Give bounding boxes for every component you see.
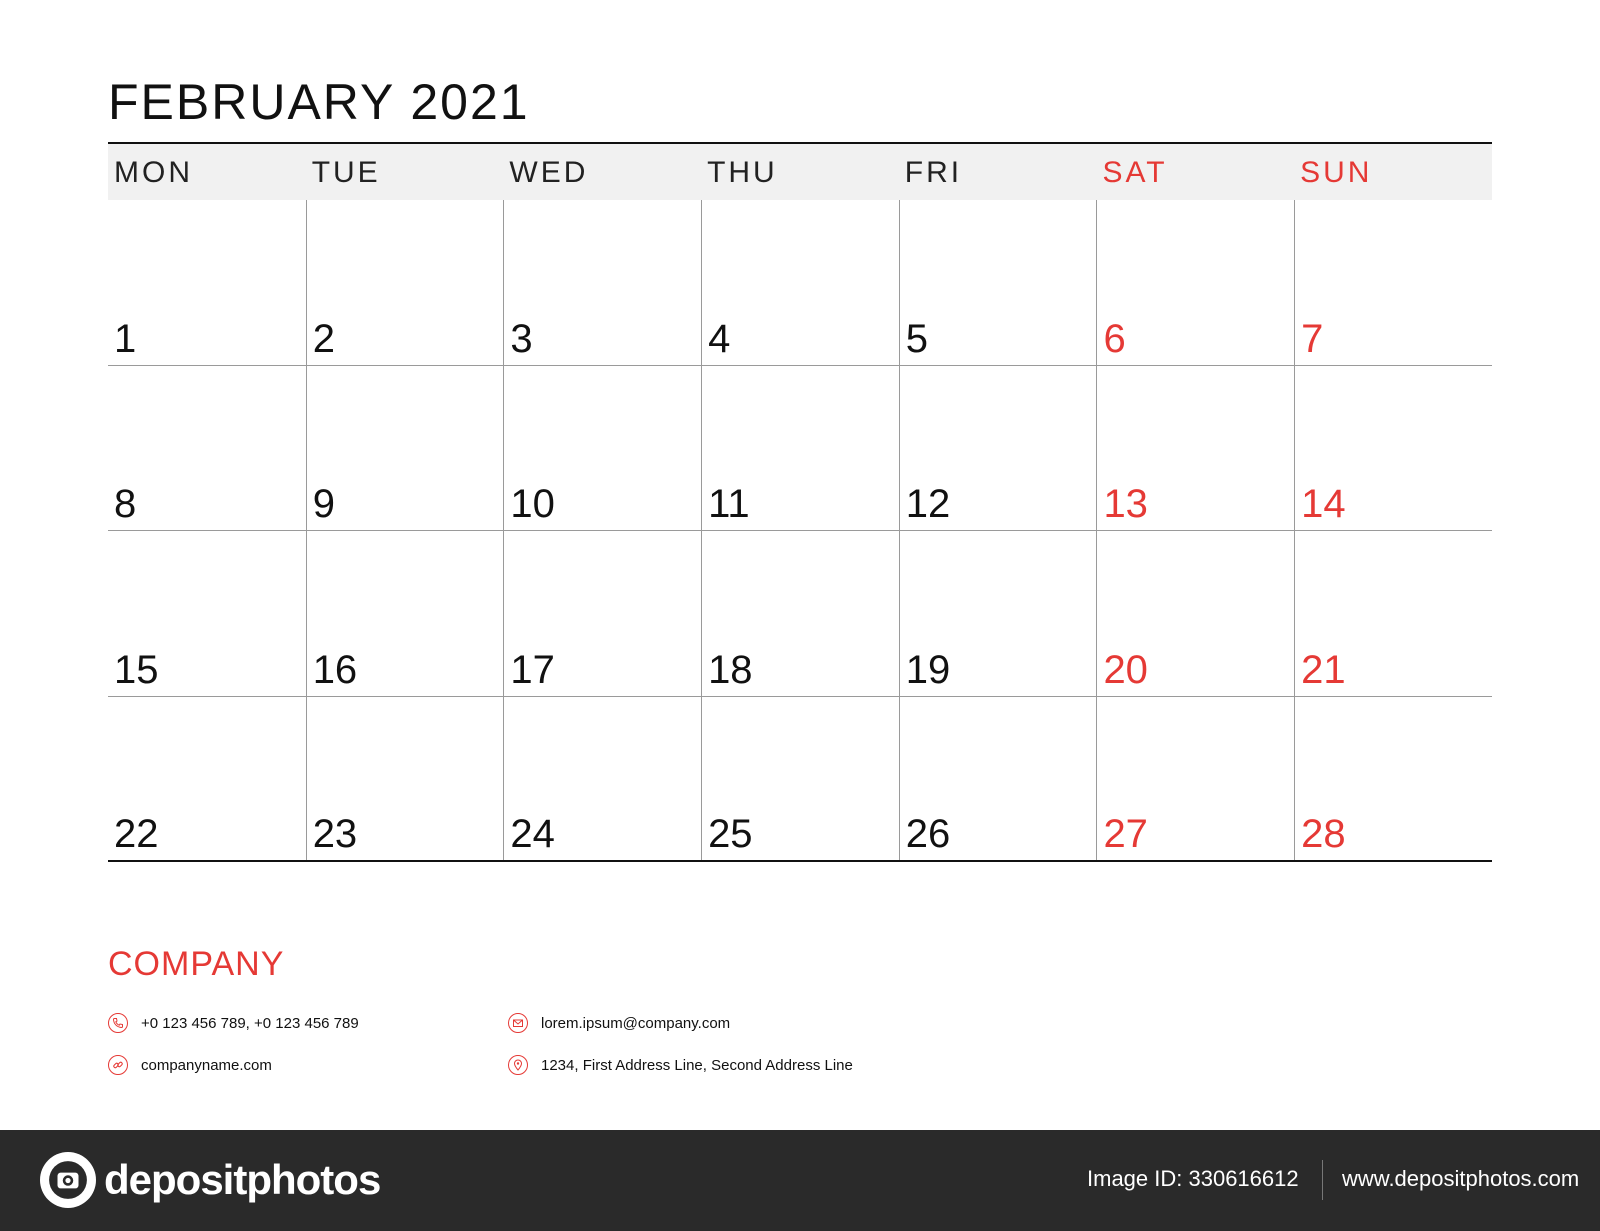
footer-divider: [1322, 1160, 1323, 1200]
day-number: 10: [510, 482, 555, 526]
day-cell: [503, 200, 701, 365]
day-number: 21: [1301, 647, 1346, 692]
brand-name: depositphotos: [104, 1156, 381, 1203]
address-contact: [508, 1055, 853, 1075]
stock-footer-bar: [0, 1130, 1600, 1231]
day-number: 28: [1301, 812, 1346, 856]
image-id: Image ID: 330616612: [1087, 1166, 1299, 1191]
weekday-label: SUN: [1300, 156, 1373, 189]
day-number: 4: [708, 316, 731, 361]
day-number: 1: [114, 316, 137, 361]
day-number: 16: [312, 647, 358, 692]
calendar-grid: [108, 142, 1492, 862]
day-cell: [108, 531, 306, 696]
day-cell: [306, 531, 504, 696]
day-cell: [701, 200, 899, 365]
link-icon: [108, 1055, 128, 1075]
week-row: [108, 200, 1492, 366]
day-cell: [1096, 531, 1294, 696]
phone-contact: [108, 1013, 359, 1033]
day-cell: [1294, 200, 1492, 365]
mail-icon: [508, 1013, 528, 1033]
weekday-label: TUE: [311, 156, 381, 189]
email-text[interactable]: lorem.ipsum@company.com: [541, 1014, 731, 1032]
day-cell: [1096, 366, 1294, 531]
day-cell: [1294, 697, 1492, 861]
day-number: 5: [905, 316, 928, 361]
day-number: 24: [510, 812, 555, 856]
day-cell: [899, 366, 1097, 531]
day-number: 17: [510, 647, 555, 692]
week-row: [108, 697, 1492, 863]
day-number: 20: [1103, 647, 1148, 692]
address-text: 1234, First Address Line, Second Address Line: [541, 1056, 853, 1074]
day-number: 9: [312, 482, 335, 526]
day-number: 12: [905, 482, 951, 526]
day-cell: [503, 697, 701, 861]
weekday-label: WED: [509, 156, 589, 189]
day-cell: [306, 697, 504, 861]
day-number: 13: [1103, 482, 1148, 526]
day-cell: [899, 531, 1097, 696]
phone-text: +0 123 456 789, +0 123 456 789: [141, 1014, 359, 1032]
email-contact: [508, 1013, 730, 1033]
day-cell: [1096, 697, 1294, 861]
day-number: 26: [905, 812, 951, 856]
brand-logo-group: [40, 1152, 380, 1208]
day-cell: [899, 200, 1097, 365]
day-cell: [108, 366, 306, 531]
day-cell: [306, 200, 504, 365]
day-number: 19: [905, 647, 951, 692]
phone-icon: [108, 1013, 128, 1033]
website-contact: [108, 1055, 272, 1075]
week-row: [108, 531, 1492, 697]
day-number: 8: [114, 482, 137, 526]
day-cell: [1294, 531, 1492, 696]
day-cell: [701, 531, 899, 696]
day-number: 11: [708, 482, 750, 526]
day-cell: [108, 697, 306, 861]
day-cell: [1294, 366, 1492, 531]
weekday-header: [108, 142, 1492, 200]
day-number: 22: [114, 812, 159, 856]
day-number: 3: [510, 316, 533, 361]
day-cell: [701, 366, 899, 531]
day-cell: [899, 697, 1097, 861]
day-cell: [108, 200, 306, 365]
day-cell: [1096, 200, 1294, 365]
site-url[interactable]: www.depositphotos.com: [1342, 1166, 1580, 1191]
day-number: 6: [1103, 316, 1126, 361]
day-number: 2: [312, 316, 335, 361]
day-number: 14: [1301, 482, 1346, 526]
weekday-label: SAT: [1102, 156, 1168, 189]
location-pin-icon: [508, 1055, 528, 1075]
day-cell: [503, 366, 701, 531]
website-text[interactable]: companyname.com: [141, 1056, 272, 1074]
day-number: 23: [312, 812, 358, 856]
company-name: COMPANY: [108, 945, 285, 983]
month-title: FEBRUARY 2021: [108, 74, 530, 130]
weekday-label: MON: [114, 156, 193, 189]
day-number: 27: [1103, 812, 1148, 856]
day-cell: [306, 366, 504, 531]
weekday-label: THU: [707, 156, 778, 189]
day-cell: [503, 531, 701, 696]
weekday-label: FRI: [904, 156, 963, 189]
day-number: 25: [708, 812, 753, 856]
camera-logo-icon: [40, 1152, 96, 1208]
day-cell: [701, 697, 899, 861]
day-number: 7: [1301, 316, 1324, 361]
day-number: 15: [114, 647, 159, 692]
week-row: [108, 366, 1492, 532]
day-number: 18: [708, 647, 753, 692]
